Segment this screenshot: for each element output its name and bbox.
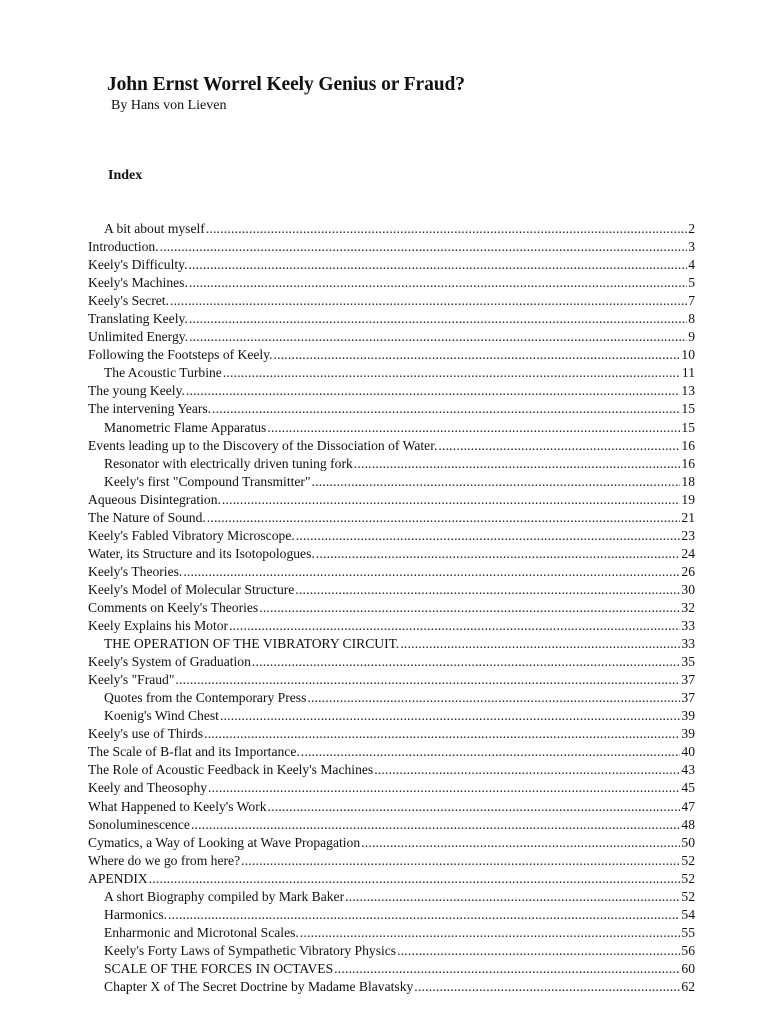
toc-dot-leader — [345, 888, 680, 906]
toc-entry-label: APENDIX — [88, 870, 148, 886]
toc-entry[interactable] — [88, 346, 695, 364]
toc-entry-page-number: 16 — [681, 437, 695, 453]
toc-dot-leader — [222, 491, 681, 509]
toc-entry-page-number: 62 — [681, 978, 695, 994]
toc-entry-page-number: 2 — [688, 221, 695, 236]
toc-dot-leader — [397, 942, 680, 960]
toc-entry[interactable] — [88, 437, 695, 455]
author-byline: By Hans von Lieven — [111, 98, 227, 113]
toc-entry[interactable] — [88, 220, 695, 238]
toc-entry-label: The Acoustic Turbine — [104, 365, 222, 381]
toc-entry-page-number: 37 — [681, 690, 695, 706]
toc-entry-page-number: 54 — [681, 906, 695, 922]
toc-entry[interactable] — [88, 653, 695, 671]
index-heading: Index — [108, 168, 143, 183]
toc-dot-leader — [296, 527, 681, 545]
toc-entry[interactable] — [88, 761, 695, 779]
toc-entry-label: Enharmonic and Microtonal Scales. — [104, 924, 299, 940]
toc-entry-label: Harmonics. — [104, 906, 168, 922]
toc-entry[interactable] — [88, 310, 695, 328]
toc-entry[interactable] — [88, 888, 695, 906]
toc-dot-leader — [438, 437, 680, 455]
toc-entry[interactable] — [88, 563, 695, 581]
toc-dot-leader — [274, 346, 681, 364]
toc-entry[interactable] — [88, 473, 695, 491]
toc-entry[interactable] — [88, 924, 695, 942]
toc-dot-leader — [259, 599, 680, 617]
toc-entry-page-number: 55 — [681, 924, 695, 940]
toc-entry[interactable] — [88, 328, 695, 346]
toc-entry[interactable] — [88, 743, 695, 761]
toc-entry-label: Chapter X of The Secret Doctrine by Madame Blavatsky — [104, 978, 414, 994]
toc-entry-label: Keely Explains his Motor — [88, 618, 229, 634]
toc-dot-leader — [168, 906, 680, 924]
toc-entry-label: SCALE OF THE FORCES IN OCTAVES — [104, 960, 334, 976]
toc-entry-label: Comments on Keely's Theories — [88, 599, 259, 615]
toc-entry[interactable] — [88, 779, 695, 797]
toc-entry-page-number: 47 — [681, 798, 695, 814]
toc-entry[interactable] — [88, 545, 695, 563]
toc-entry-label: Unlimited Energy. — [88, 329, 189, 345]
toc-dot-leader — [208, 779, 680, 797]
toc-dot-leader — [300, 924, 681, 942]
toc-entry-page-number: 60 — [681, 960, 695, 976]
toc-entry-page-number: 5 — [688, 275, 695, 291]
toc-entry-label: Keely's Difficulty. — [88, 257, 188, 273]
toc-entry[interactable] — [88, 978, 695, 996]
toc-entry-page-number: 23 — [681, 527, 695, 543]
toc-entry[interactable] — [88, 725, 695, 743]
toc-entry-page-number: 15 — [681, 419, 695, 435]
toc-entry[interactable] — [88, 238, 695, 256]
toc-entry-label: THE OPERATION OF THE VIBRATORY CIRCUIT. — [104, 636, 400, 652]
toc-entry[interactable] — [88, 942, 695, 960]
toc-entry-label: Keely's Machines. — [88, 275, 188, 291]
toc-entry-page-number: 33 — [681, 636, 695, 652]
toc-dot-leader — [183, 563, 680, 581]
toc-entry[interactable] — [88, 960, 695, 978]
toc-entry-page-number: 11 — [681, 365, 695, 381]
toc-entry-label: Keely's use of Thirds — [88, 726, 204, 742]
toc-entry[interactable] — [88, 816, 695, 834]
toc-entry-label: The Nature of Sound. — [88, 509, 206, 525]
toc-entry-page-number: 8 — [688, 311, 695, 327]
toc-dot-leader — [189, 274, 687, 292]
toc-entry-page-number: 3 — [688, 239, 695, 255]
toc-entry-page-number: 13 — [681, 383, 695, 399]
toc-dot-leader — [241, 852, 680, 870]
toc-entry-label: Translating Keely. — [88, 311, 188, 327]
toc-entry[interactable] — [88, 382, 695, 400]
toc-entry-page-number: 37 — [681, 672, 695, 688]
toc-dot-leader — [175, 671, 680, 689]
toc-entry-label: The Role of Acoustic Feedback in Keely's Machines — [88, 762, 374, 778]
toc-entry-label: Keely's System of Graduation — [88, 654, 251, 670]
toc-entry-page-number: 16 — [681, 455, 695, 471]
toc-entry-label: A short Biography compiled by Mark Baker — [104, 888, 345, 904]
toc-entry-page-number: 4 — [688, 257, 695, 273]
toc-entry[interactable] — [88, 689, 695, 707]
toc-entry-label: Water, its Structure and its Isotopologues. — [88, 545, 315, 561]
toc-entry-page-number: 26 — [681, 563, 695, 579]
toc-dot-leader — [160, 238, 688, 256]
toc-entry-page-number: 40 — [681, 744, 695, 760]
toc-entry-label: The intervening Years. — [88, 401, 212, 417]
toc-dot-leader — [267, 419, 680, 437]
toc-entry-page-number: 18 — [681, 473, 695, 489]
toc-entry-page-number: 56 — [681, 942, 695, 958]
toc-entry-page-number: 10 — [681, 347, 695, 363]
toc-dot-leader — [207, 509, 681, 527]
toc-entry[interactable] — [88, 509, 695, 527]
document-title: John Ernst Worrel Keely Genius or Fraud? — [107, 74, 465, 95]
toc-dot-leader — [189, 310, 687, 328]
toc-entry-page-number: 52 — [681, 888, 695, 904]
toc-dot-leader — [414, 978, 680, 996]
toc-entry-page-number: 39 — [681, 726, 695, 742]
toc-entry-label: Keely's "Fraud" — [88, 672, 175, 688]
toc-dot-leader — [188, 256, 687, 274]
toc-dot-leader — [252, 653, 681, 671]
toc-entry[interactable] — [88, 852, 695, 870]
toc-entry[interactable] — [88, 617, 695, 635]
toc-dot-leader — [295, 581, 680, 599]
toc-entry-page-number: 52 — [681, 852, 695, 868]
toc-entry[interactable] — [88, 292, 695, 310]
toc-entry-label: The Scale of B-flat and its Importance. — [88, 744, 300, 760]
toc-entry-page-number: 48 — [681, 816, 695, 832]
toc-dot-leader — [354, 455, 681, 473]
toc-entry-label: Events leading up to the Discovery of the Dissociation of Water. — [88, 437, 438, 453]
toc-entry-page-number: 33 — [681, 618, 695, 634]
toc-dot-leader — [374, 761, 680, 779]
toc-entry-page-number: 24 — [681, 545, 695, 561]
toc-dot-leader — [189, 328, 687, 346]
toc-dot-leader — [361, 834, 680, 852]
toc-entry-page-number: 52 — [681, 870, 695, 886]
toc-entry-page-number: 32 — [681, 599, 695, 615]
toc-entry-page-number: 21 — [681, 509, 695, 525]
toc-entry-label: What Happened to Keely's Work — [88, 798, 267, 814]
toc-entry-page-number: 39 — [681, 708, 695, 724]
toc-entry-label: Keely's Model of Molecular Structure — [88, 581, 295, 597]
toc-entry[interactable] — [88, 906, 695, 924]
toc-entry-label: Manometric Flame Apparatus — [104, 419, 267, 435]
toc-entry[interactable] — [88, 455, 695, 473]
toc-dot-leader — [149, 870, 681, 888]
toc-entry-label: Keely's Theories. — [88, 563, 183, 579]
toc-dot-leader — [223, 364, 681, 382]
toc-entry-label: Where do we go from here? — [88, 852, 241, 868]
toc-entry-label: Keely's first "Compound Transmitter" — [104, 473, 311, 489]
toc-entry[interactable] — [88, 364, 695, 382]
toc-entry-label: Introduction. — [88, 239, 159, 255]
toc-dot-leader — [206, 220, 687, 238]
toc-entry[interactable] — [88, 400, 695, 418]
toc-entry-label: Keely's Fabled Vibratory Microscope. — [88, 527, 295, 543]
toc-entry-label: The young Keely. — [88, 383, 185, 399]
toc-dot-leader — [186, 382, 681, 400]
toc-entry-page-number: 30 — [681, 581, 695, 597]
toc-entry[interactable] — [88, 256, 695, 274]
toc-dot-leader — [268, 798, 681, 816]
toc-dot-leader — [307, 689, 680, 707]
toc-entry[interactable] — [88, 798, 695, 816]
toc-entry-label: A bit about myself — [104, 221, 205, 236]
toc-entry-label: Sonoluminescence — [88, 816, 190, 832]
toc-entry-label: Aqueous Disintegration. — [88, 491, 221, 507]
toc-entry[interactable] — [88, 635, 695, 653]
toc-entry-page-number: 19 — [681, 491, 695, 507]
toc-entry[interactable] — [88, 491, 695, 509]
toc-dot-leader — [301, 743, 681, 761]
table-of-contents — [88, 220, 695, 996]
toc-entry[interactable] — [88, 527, 695, 545]
toc-dot-leader — [170, 292, 687, 310]
toc-entry-page-number: 15 — [681, 401, 695, 417]
toc-entry-page-number: 35 — [681, 654, 695, 670]
toc-entry-label: Keely's Secret. — [88, 293, 169, 309]
toc-entry-page-number: 7 — [688, 293, 695, 309]
toc-entry-page-number: 45 — [681, 780, 695, 796]
toc-entry-label: Koenig's Wind Chest — [104, 708, 219, 724]
toc-entry-label: Keely's Forty Laws of Sympathetic Vibratory Physics — [104, 942, 397, 958]
toc-entry-page-number: 9 — [688, 329, 695, 345]
toc-dot-leader — [312, 473, 681, 491]
toc-entry[interactable] — [88, 274, 695, 292]
toc-entry-label: Keely and Theosophy — [88, 780, 208, 796]
toc-dot-leader — [316, 545, 681, 563]
toc-entry-label: Following the Footsteps of Keely. — [88, 347, 273, 363]
toc-entry[interactable] — [88, 707, 695, 725]
toc-dot-leader — [204, 725, 680, 743]
toc-entry[interactable] — [88, 834, 695, 852]
toc-entry-label: Quotes from the Contemporary Press — [104, 690, 307, 706]
toc-entry[interactable] — [88, 581, 695, 599]
toc-dot-leader — [400, 635, 680, 653]
toc-entry[interactable] — [88, 870, 695, 888]
toc-entry-page-number: 43 — [681, 762, 695, 778]
toc-dot-leader — [334, 960, 680, 978]
toc-entry[interactable] — [88, 671, 695, 689]
toc-dot-leader — [191, 816, 680, 834]
toc-entry[interactable] — [88, 419, 695, 437]
toc-dot-leader — [220, 707, 680, 725]
toc-entry-label: Resonator with electrically driven tuning fork — [104, 455, 353, 471]
toc-entry-page-number: 50 — [681, 834, 695, 850]
toc-entry-label: Cymatics, a Way of Looking at Wave Propagation — [88, 834, 361, 850]
toc-dot-leader — [212, 400, 680, 418]
toc-dot-leader — [229, 617, 680, 635]
toc-entry[interactable] — [88, 599, 695, 617]
